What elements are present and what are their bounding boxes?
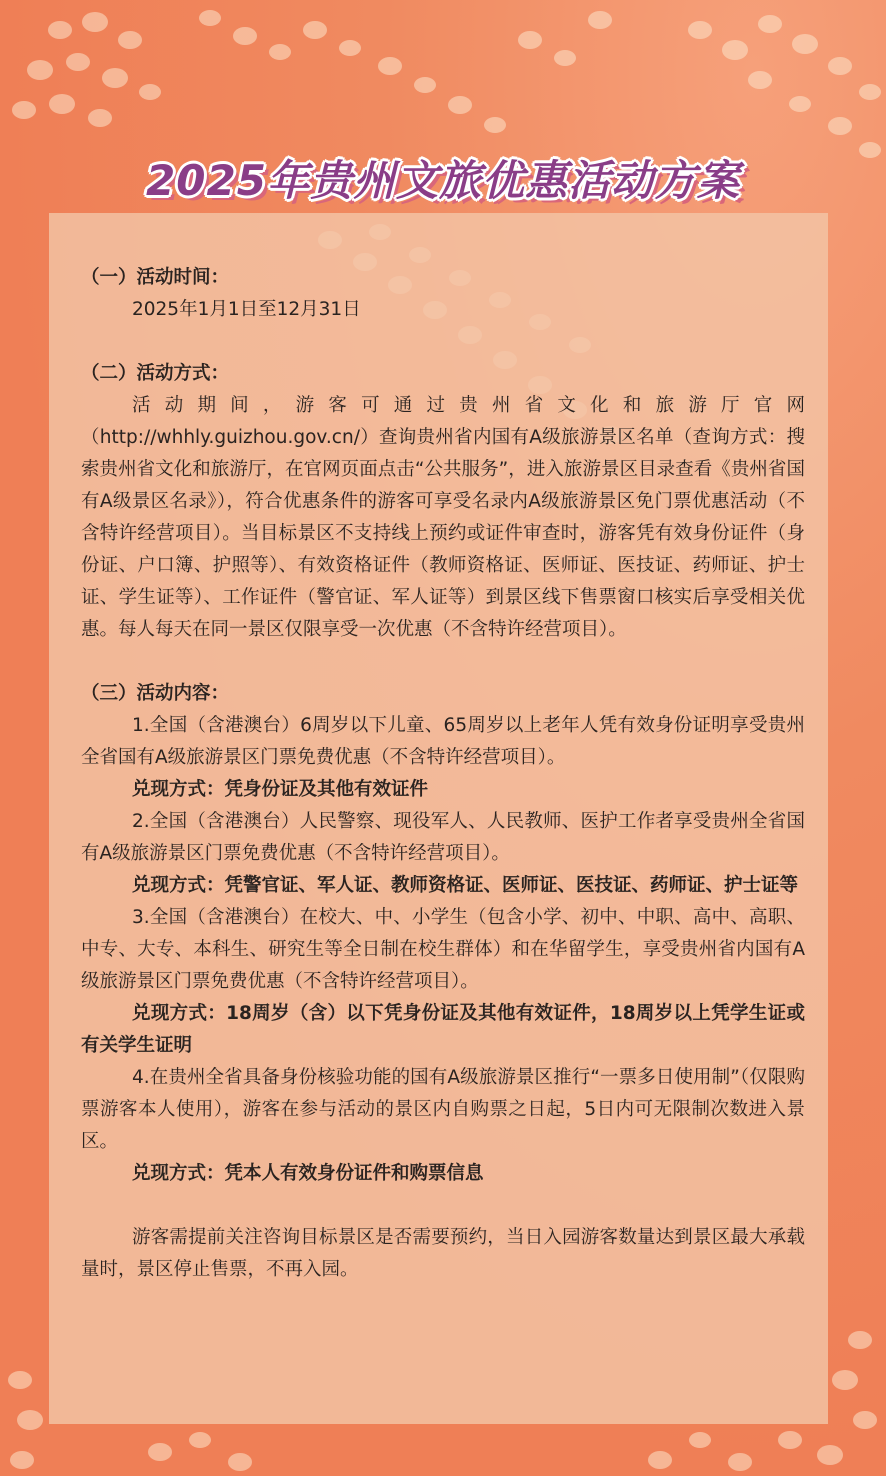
section1-heading: （一）活动时间： (81, 267, 230, 288)
section3-item-4-redeem: 兑现方式：凭本人有效身份证件和购票信息 (132, 1163, 484, 1184)
section1-body: 2025年1月1日至12月31日 (132, 299, 361, 320)
section3-item-4: 4.在贵州全省具备身份核验功能的国有A级旅游景区推行“一票多日使用制”（仅限购票游客本人使用），游客在参与活动的景区内自购票之日起，5日内可无限制次数进入景区。 (81, 1067, 805, 1152)
section2-heading: （二）活动方式： (81, 363, 230, 384)
page-title: 2025年贵州文旅优惠活动方案 (146, 156, 740, 205)
notice: 游客需提前关注咨询目标景区是否需要预约，当日入园游客数量达到景区最大承载量时，景区停止售票，不再入园。 (81, 1227, 805, 1280)
section3-item-2: 2.全国（含港澳台）人民警察、现役军人、人民教师、医护工作者享受贵州全省国有A级旅游景区门票免费优惠（不含特许经营项目）。 (81, 811, 805, 864)
section3-item-3-redeem: 兑现方式：18周岁（含）以下凭身份证及其他有效证件，18周岁以上凭学生证或有关学生证明 (81, 1003, 805, 1056)
section3-heading: （三）活动内容： (81, 683, 230, 704)
section3-item-3: 3.全国（含港澳台）在校大、中、小学生（包含小学、初中、中职、高中、高职、中专、大专、本科生、研究生等全日制在校生群体）和在华留学生，享受贵州省内国有A级旅游景区门票免费优惠（不含特许经营项目）。 (81, 907, 805, 992)
section3-item-1-redeem: 兑现方式：凭身份证及其他有效证件 (132, 779, 429, 800)
content (81, 262, 805, 1286)
section3-item-1: 1.全国（含港澳台）6周岁以下儿童、65周岁以上老年人凭有效身份证明享受贵州全省国有A级旅游景区门票免费优惠（不含特许经营项目）。 (81, 715, 805, 768)
section3-item-2-redeem: 兑现方式：凭警官证、军人证、教师资格证、医师证、医技证、药师证、护士证等 (132, 875, 799, 896)
section2-body: 活动期间，游客可通过贵州省文化和旅游厅官网（http://whhly.guizhou.gov.cn/）查询贵州省内国有A级旅游景区名单（查询方式：搜索贵州省文化和旅游厅，在官网页面点击“公共服务”，进入旅游景区目录查看《贵州省国有A级景区名录》），符合优惠条件的游客可享受名录内A级旅游景区免门票优惠活动（不含特许经营项目）。当目标景区不支持线上预约或证件审查时，游客凭有效身份证件（身份证、户口簿、护照等）、有效资格证件（教师资格证、医师证、医技证、药师证、护士证、学生证等）、工作证件（警官证、军人证等）到景区线下售票窗口核实后享受相关优惠。每人每天在同一景区仅限享受一次优惠（不含特许经营项目）。 (81, 395, 805, 640)
